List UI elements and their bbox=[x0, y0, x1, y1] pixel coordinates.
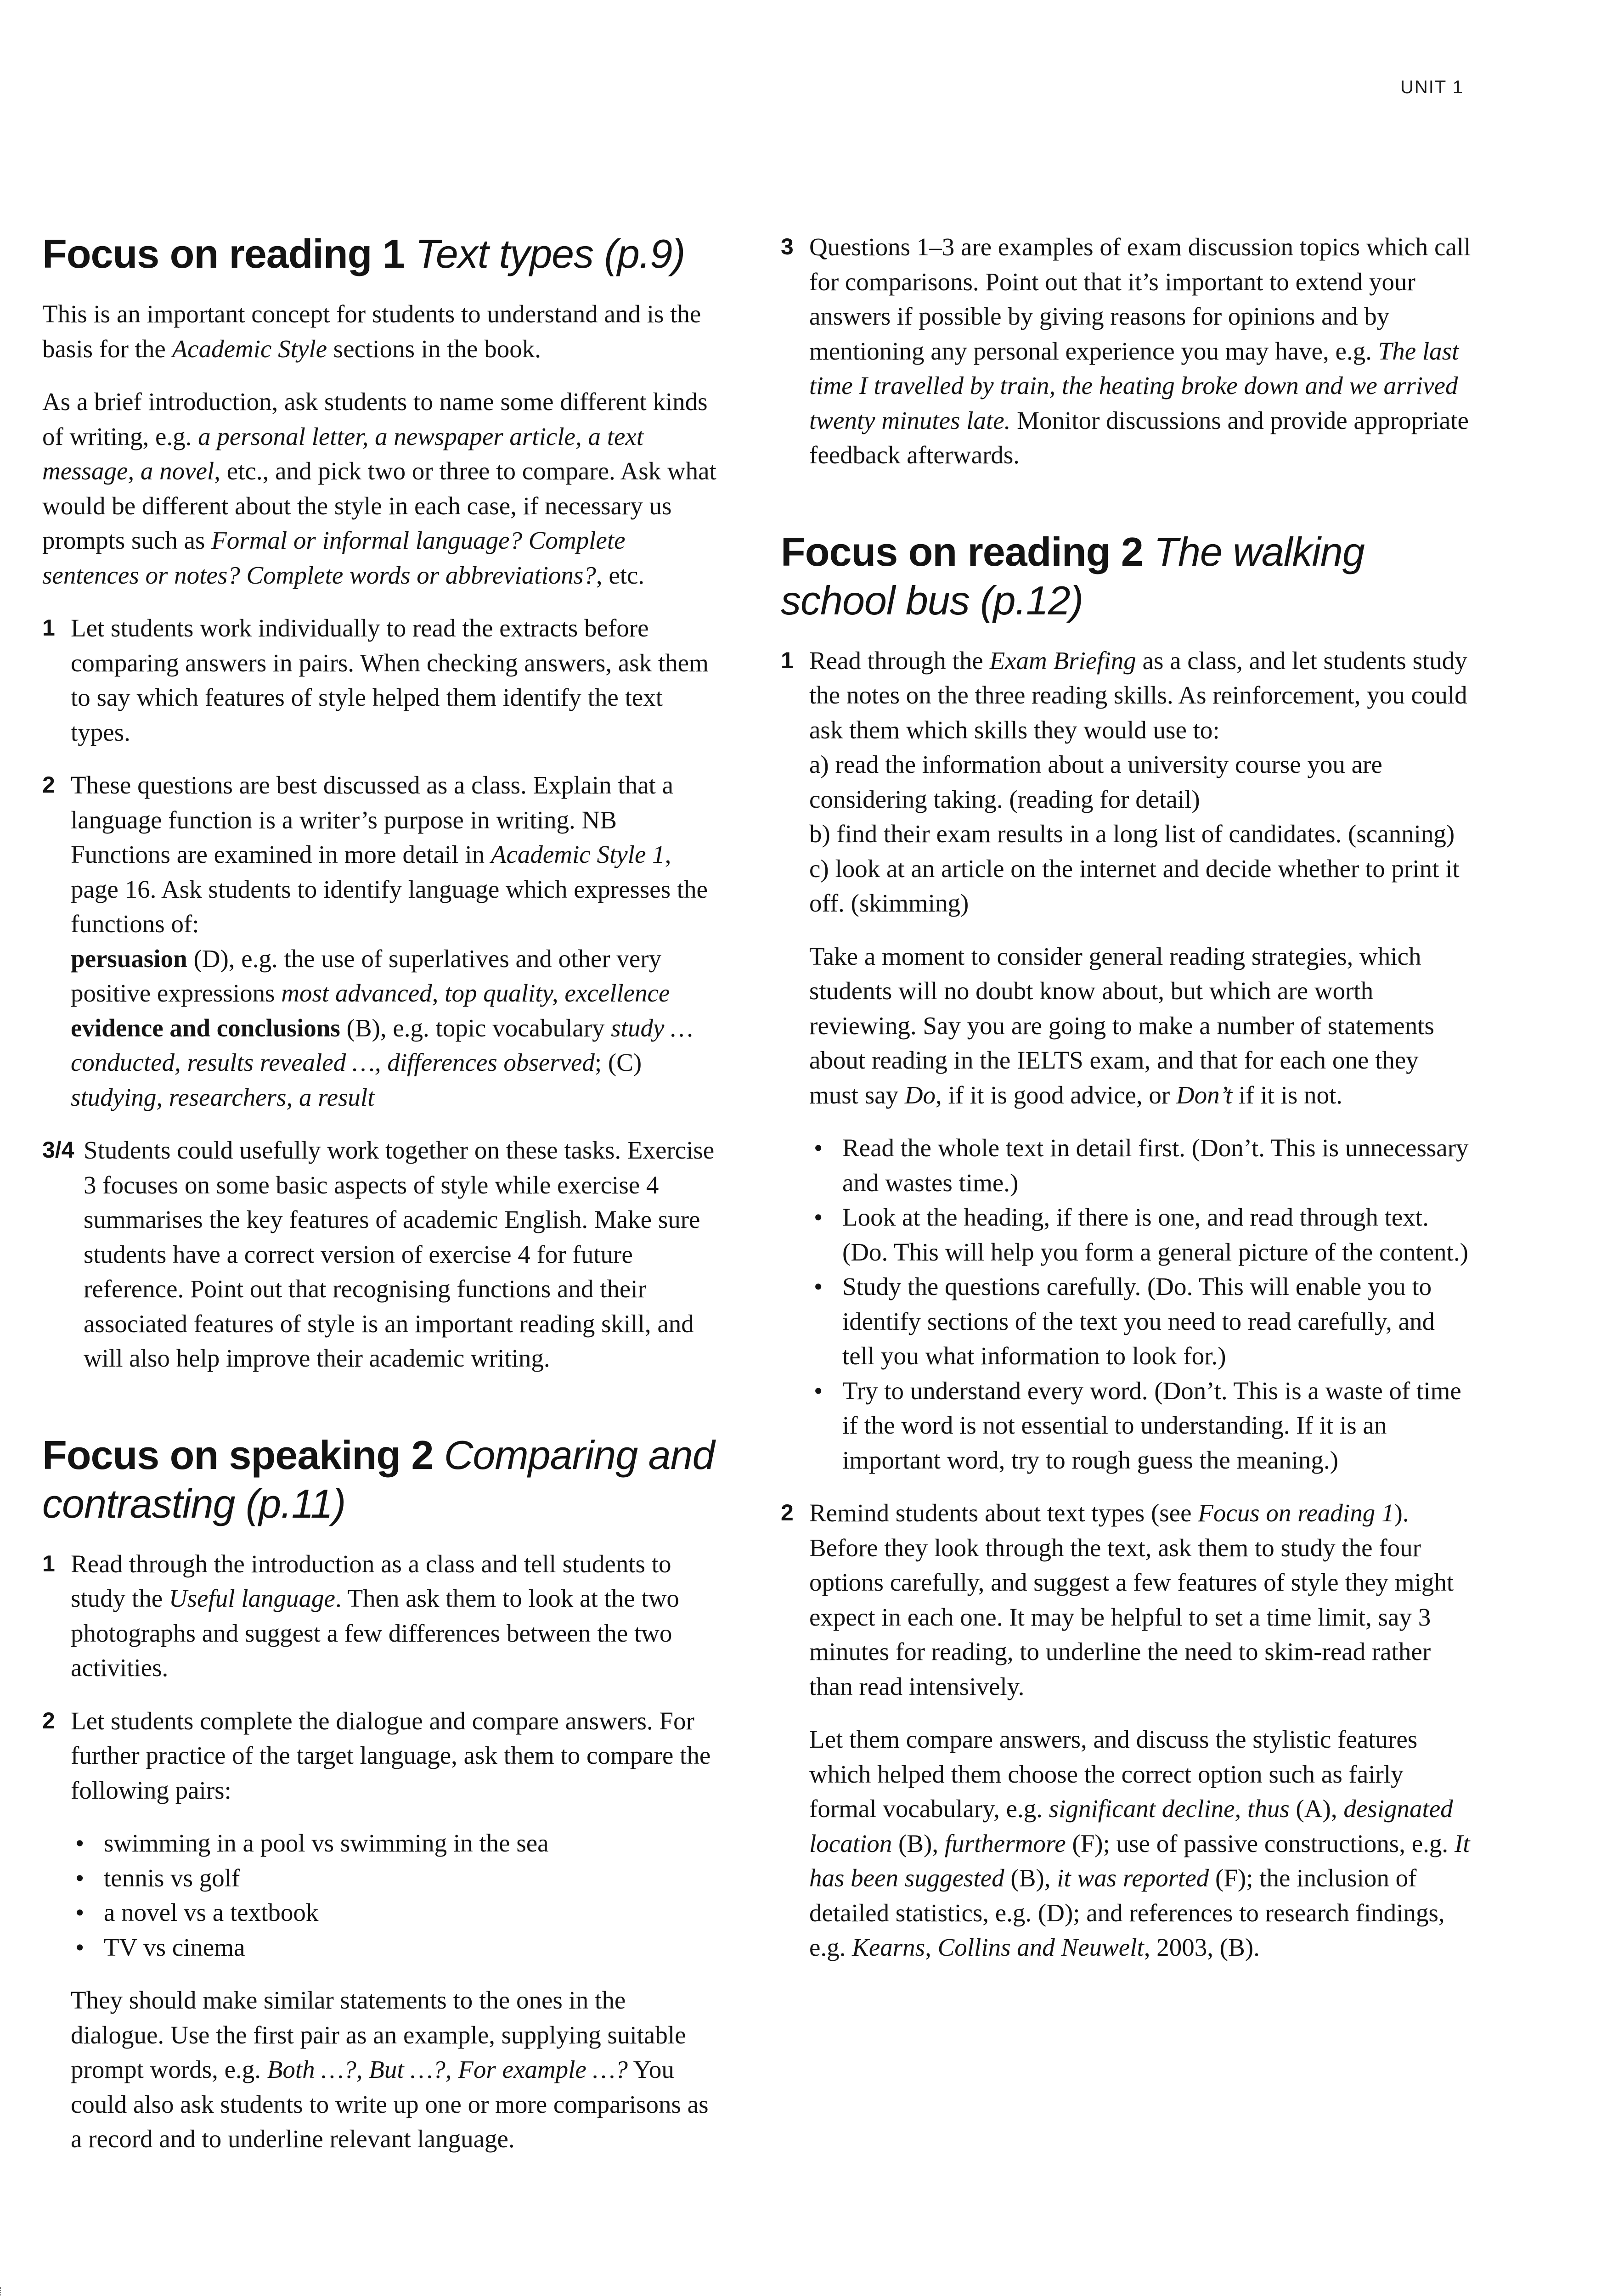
bullet-item: • tennis vs golf bbox=[75, 1863, 240, 1892]
numbered-item bbox=[781, 230, 1472, 473]
item-text: Read through the introduction as a class and tell students to study the Useful language. Then ask them to look at the two photographs and suggest a few differences between the two activities. bbox=[71, 1549, 679, 1682]
bullet-item: • Look at the heading, if there is one, and read through text. (Do. This will help you form a general picture of the content.) bbox=[814, 1203, 1468, 1266]
item-number: 2 bbox=[42, 1707, 55, 1733]
paragraph: Let them compare answers, and discuss the stylistic features which helped them choose the correct option such as fairly formal vocabulary, e.g. significant decline, thus (A), designated location (B), furthermore (F); use of passive constructions, e.g. It has been suggested (B), it was reported (F); the inclusion of detailed statistics, e.g. (D); and references to research findings, e.g. Kearns, Collins and Neuwelt, 2003, (B). bbox=[809, 1725, 1470, 1961]
item-text: Remind students about text types (see Focus on reading 1). Before they look through the text, ask them to study the four options carefully, and suggest a few features of style they might expect in each one. It may be helpful to set a time limit, say 3 minutes for reading, to underline the need to skim-read rather than read intensively. bbox=[809, 1499, 1454, 1700]
heading-italic: Comparing and contrasting (p.11) bbox=[42, 1432, 715, 1526]
section-heading-focus-reading-1 bbox=[42, 230, 722, 278]
heading-bold: Focus on reading 2 bbox=[781, 529, 1143, 574]
subitem-c: c) look at an article on the internet and decide whether to print it off. (skimming) bbox=[809, 854, 1460, 917]
numbered-item bbox=[42, 1133, 722, 1376]
bullet-list bbox=[42, 1826, 722, 1964]
bullet-item: • swimming in a pool vs swimming in the sea bbox=[75, 1829, 549, 1857]
bullet-item: • Read the whole text in detail first. (Don’t. This is unnecessary and wastes time.) bbox=[814, 1134, 1469, 1197]
bullet-item: • Try to understand every word. (Don’t. This is a waste of time if the word is not essential to understanding. If it is an important word, try to rough guess the meaning.) bbox=[814, 1376, 1461, 1474]
item-number: 2 bbox=[781, 1500, 794, 1525]
unit-header: UNIT 1 bbox=[1400, 77, 1464, 97]
item-number: 3 bbox=[781, 234, 794, 259]
numbered-item bbox=[42, 768, 722, 1114]
paragraph-wrap bbox=[781, 1722, 1472, 1965]
item-text: Students could usefully work together on these tasks. Exercise 3 focuses on some basic aspects of style while exercise 4 summarises the key features of academic English. Make sure students have a correct version of exercise 4 for future reference. Point out that recognising functions and their associated features of style is an important reading skill, and will also help improve their academic writing. bbox=[84, 1136, 715, 1372]
paragraph: They should make similar statements to the ones in the dialogue. Use the first pair as an example, supplying suitable prompt words, e.g. Both …?, But …?, For example …? You could also ask students to write up one or more comparisons as a record and to underline relevant language. bbox=[71, 1986, 709, 2153]
left-column bbox=[42, 230, 722, 2156]
bullet-item: • TV vs cinema bbox=[75, 1933, 245, 1961]
paragraph-wrap bbox=[781, 939, 1472, 1113]
subitem-b: b) find their exam results in a long list of candidates. (scanning) bbox=[809, 820, 1455, 848]
subitem-a: a) read the information about a university course you are considering taking. (reading for detail) bbox=[809, 750, 1382, 813]
item-number: 2 bbox=[42, 772, 55, 798]
function-evidence: evidence and conclusions (B), e.g. topic vocabulary study … conducted, results revealed …, differences observed; (C) studying, researchers, a result bbox=[71, 1013, 694, 1111]
heading-bold: Focus on reading 1 bbox=[42, 231, 405, 276]
scan-edge-mark bbox=[0, 2287, 3, 2296]
item-text: Let students complete the dialogue and compare answers. For further practice of the target language, ask them to compare the following pairs: bbox=[71, 1706, 711, 1804]
item-number: 1 bbox=[42, 615, 55, 641]
paragraph: This is an important concept for students to understand and is the basis for the Academic Style sections in the book. bbox=[42, 300, 701, 363]
section-heading-focus-reading-2 bbox=[781, 528, 1472, 625]
item-number: 1 bbox=[42, 1550, 55, 1576]
item-text: Questions 1–3 are examples of exam discussion topics which call for comparisons. Point out that it’s important to extend your answers if possible by giving reasons for opinions and by mentioning any personal experience you may have, e.g. The last time I travelled by train, the heating broke down and we arrived twenty minutes late. Monitor discussions and provide appropriate feedback afterwards. bbox=[809, 233, 1471, 469]
numbered-item bbox=[42, 1704, 722, 1808]
bullet-list bbox=[781, 1131, 1472, 1477]
bullet-item: • Study the questions carefully. (Do. This will enable you to identify sections of the text you need to read carefully, and tell you what information to look for.) bbox=[814, 1272, 1435, 1370]
heading-italic: The walking school bus (p.12) bbox=[781, 529, 1365, 623]
section-heading-focus-speaking-2 bbox=[42, 1431, 722, 1528]
numbered-item bbox=[781, 1496, 1472, 1704]
item-number: 3/4 bbox=[42, 1137, 74, 1163]
numbered-item bbox=[42, 1547, 722, 1685]
numbered-item bbox=[42, 611, 722, 749]
paragraph: As a brief introduction, ask students to name some different kinds of writing, e.g. a personal letter, a newspaper article, a text message, a novel, etc., and pick two or three to compare. Ask what would be different about the style in each case, if necessary us prompts such as Formal or informal language? Complete sentences or notes? Complete words or abbreviations?, etc. bbox=[42, 388, 716, 589]
item-text: Read through the Exam Briefing as a class, and let students study the notes on the three reading skills. As reinforcement, you could ask them which skills they would use to: bbox=[809, 646, 1467, 744]
item-number: 1 bbox=[781, 647, 794, 673]
right-column bbox=[781, 230, 1472, 1983]
paragraph: Take a moment to consider general reading strategies, which students will no doubt know about, but which are worth reviewing. Say you are going to make a number of statements about reading in the IELTS exam, and that for each one they must say Do, if it is good advice, or Don’t if it is not. bbox=[809, 942, 1434, 1109]
bullet-item: • a novel vs a textbook bbox=[75, 1898, 319, 1926]
heading-italic: Text types (p.9) bbox=[415, 231, 685, 276]
item-text: Let students work individually to read the extracts before comparing answers in pairs. When checking answers, ask them to say which features of style helped them identify the text types. bbox=[71, 614, 709, 746]
item-text: These questions are best discussed as a class. Explain that a language function is a writer’s purpose in writing. NB Functions are examined in more detail in Academic Style 1, page 16. Ask students to identify language which expresses the functions of: bbox=[71, 771, 708, 938]
function-persuasion: persuasion (D), e.g. the use of superlatives and other very positive expressions most advanced, top quality, excellence bbox=[71, 944, 670, 1007]
heading-bold: Focus on speaking 2 bbox=[42, 1432, 434, 1478]
numbered-item bbox=[781, 643, 1472, 921]
